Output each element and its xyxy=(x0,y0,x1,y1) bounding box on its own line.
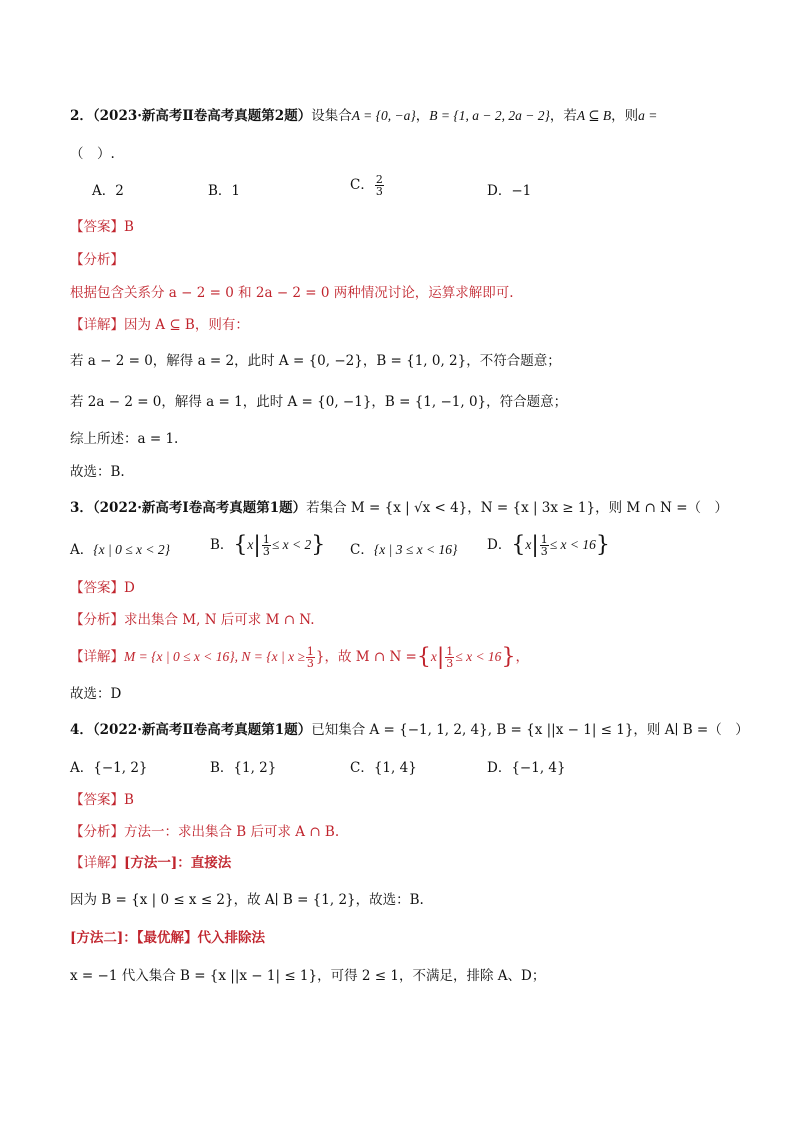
q4-answer-label: 【答案】 xyxy=(70,792,124,808)
q3-option-d-den: 3 xyxy=(540,545,548,558)
q2-option-c-label: C． xyxy=(350,177,374,193)
q3-option-c-label: C． xyxy=(350,542,374,558)
q2-option-c xyxy=(350,174,385,197)
q4-answer-value: B xyxy=(124,792,134,808)
q2-option-d-label: D． xyxy=(487,183,512,199)
q4-analysis-label: 【分析】 xyxy=(70,824,124,840)
q2-set-b: B = {1, a − 2, 2a − 2} xyxy=(429,108,550,123)
q4-option-c xyxy=(350,758,417,778)
q3-option-b-bar: | xyxy=(253,532,261,558)
q2-analysis-label xyxy=(70,250,754,270)
q2-set-a: A = {0, −a} xyxy=(351,108,416,123)
q4-detail-label: 【详解】 xyxy=(70,855,124,871)
q3-stem-text: 若集合 M = {x | √x < 4}，N = {x | 3x ≥ 1}，则 M ∩ N =（ ） xyxy=(306,500,729,516)
q3-detail-mid: }，故 M ∩ N = xyxy=(315,649,417,665)
q4-detail-text: 因为 B = {x | 0 ≤ x ≤ 2}，故 A∣ B = {1, 2}，故选：B. xyxy=(70,892,424,908)
q4-option-a-label: A． xyxy=(70,760,94,776)
q3-detail-res-fraction xyxy=(445,646,454,669)
q3-option-d xyxy=(487,534,610,557)
q3-detail-num: 1 xyxy=(306,645,314,658)
q3-source: （2022·新高考Ⅰ卷高考真题第1题） xyxy=(92,500,307,516)
q3-option-a-value: {x | 0 ≤ x < 2} xyxy=(93,542,171,557)
q4-stem xyxy=(70,720,754,740)
q3-option-c-value: {x | 3 ≤ x < 16} xyxy=(373,542,458,557)
q2-case2: 若 2a − 2 = 0，解得 a = 1，此时 A = {0, −1}，B = {1, −1, 0}，符合题意； xyxy=(70,394,568,410)
q4-method2-label: [方法二]： xyxy=(70,930,137,946)
q2-paren: （ ）. xyxy=(70,146,115,162)
q4-option-d-value: {−1, 4} xyxy=(511,760,566,776)
q2-option-d xyxy=(487,181,531,201)
q4-option-a-value: {−1, 2} xyxy=(93,760,148,776)
q3-option-a xyxy=(70,540,170,560)
q3-option-b-var: x xyxy=(247,537,254,552)
q2-number: 2． xyxy=(70,108,93,124)
q3-option-b-label: B． xyxy=(210,537,234,553)
q3-detail-end: ， xyxy=(515,649,529,665)
q4-detail-header xyxy=(70,853,754,873)
q4-option-b-label: B． xyxy=(210,760,234,776)
q2-answer-value: B xyxy=(124,219,134,235)
q3-option-d-brace-close: } xyxy=(595,532,610,558)
q2-stem-c: ，则 xyxy=(611,108,639,124)
q2-answer-label: 【答案】 xyxy=(70,219,124,235)
q3-answer xyxy=(70,578,754,598)
q3-option-b-fraction xyxy=(262,534,271,557)
q4-option-d xyxy=(487,758,566,778)
q2-stem-a: 设集合 xyxy=(311,108,352,124)
q3-option-b-post: ≤ x < 2 xyxy=(271,537,312,552)
q4-option-c-value: {1, 4} xyxy=(373,760,417,776)
q3-option-b xyxy=(210,534,325,557)
q4-method2-title: 【最优解】代入排除法 xyxy=(136,930,266,946)
q2-summary: 综上所述：a = 1. xyxy=(70,431,179,447)
q3-stem xyxy=(70,498,754,518)
q3-detail-res-post: ≤ x < 16 xyxy=(455,649,502,664)
q3-detail-pre: M = {x | 0 ≤ x < 16}, N = {x | x ≥ xyxy=(124,649,305,664)
q2-option-d-value: −1 xyxy=(511,183,532,199)
q3-option-a-label: A． xyxy=(70,542,94,558)
q2-detail xyxy=(70,315,754,335)
q4-method2 xyxy=(70,928,754,948)
q3-detail xyxy=(70,646,754,669)
q2-option-b-label: B． xyxy=(208,183,232,199)
q3-option-d-num: 1 xyxy=(540,533,548,546)
q4-analysis xyxy=(70,822,754,842)
q3-option-d-var: x xyxy=(525,537,532,552)
q2-option-a-label: A． xyxy=(92,183,116,199)
q3-choice: 故选：D xyxy=(70,686,122,702)
q3-detail-brace-open: { xyxy=(416,644,431,670)
q3-answer-value: D xyxy=(124,580,135,596)
q2-analysis-label-text: 【分析】 xyxy=(70,252,124,268)
q3-option-d-bar: | xyxy=(531,532,539,558)
q3-option-b-brace-open: { xyxy=(233,532,248,558)
q4-analysis-text: 方法一：求出集合 B 后可求 A ∩ B. xyxy=(124,824,340,840)
q2-answer xyxy=(70,217,754,237)
q2-cond: A ⊆ B xyxy=(576,108,612,123)
q4-stem-text: 已知集合 A = {−1, 1, 2, 4}, B = {x ||x − 1| ≤ 1}，则 A∣ B =（ ） xyxy=(311,722,749,738)
q2-choice: 故选：B. xyxy=(70,464,125,480)
q4-option-a xyxy=(70,758,148,778)
q3-option-d-label: D． xyxy=(487,537,512,553)
q2-option-c-den: 3 xyxy=(375,185,383,198)
q3-option-b-brace-close: } xyxy=(311,532,326,558)
q2-stem-b: ，若 xyxy=(549,108,577,124)
q2-option-b xyxy=(208,181,240,201)
q3-option-d-post: ≤ x < 16 xyxy=(549,537,596,552)
q2-option-c-num: 2 xyxy=(375,173,383,186)
q2-analysis-text-content: 根据包含关系分 a − 2 = 0 和 2a − 2 = 0 两种情况讨论，运算求解即可. xyxy=(70,285,514,301)
q4-option-b xyxy=(210,758,276,778)
q4-last-line: x = −1 代入集合 B = {x ||x − 1| ≤ 1}，可得 2 ≤ 1，不满足，排除 A、D； xyxy=(70,968,546,984)
q3-detail-label: 【详解】 xyxy=(70,649,124,665)
q2-ask: a = xyxy=(638,108,658,123)
q3-option-d-fraction xyxy=(540,534,549,557)
q3-option-b-num: 1 xyxy=(262,533,270,546)
q3-number: 3． xyxy=(70,500,93,516)
q2-stem xyxy=(70,106,754,126)
q3-option-d-brace-open: { xyxy=(511,532,526,558)
q2-detail-label: 【详解】 xyxy=(70,317,124,333)
q3-detail-res-num: 1 xyxy=(446,645,454,658)
q4-option-c-label: C． xyxy=(350,760,374,776)
q2-analysis-text xyxy=(70,283,754,303)
q3-analysis-label: 【分析】 xyxy=(70,612,124,628)
q4-number: 4． xyxy=(70,722,93,738)
q4-answer xyxy=(70,790,754,810)
q3-detail-res-den: 3 xyxy=(446,657,454,670)
q3-detail-brace-close: } xyxy=(501,644,516,670)
q3-option-c xyxy=(350,540,457,560)
q2-option-a-value: 2 xyxy=(115,183,124,199)
q2-case1: 若 a − 2 = 0，解得 a = 2，此时 A = {0, −2}，B = {1, 0, 2}，不符合题意； xyxy=(70,353,561,369)
q3-detail-fraction xyxy=(306,646,315,669)
q2-detail-text: 因为 A ⊆ B，则有： xyxy=(124,317,249,333)
q3-answer-label: 【答案】 xyxy=(70,580,124,596)
q4-source: （2022·新高考Ⅱ卷高考真题第1题） xyxy=(92,722,312,738)
q2-sep: ， xyxy=(415,108,430,124)
q3-detail-bar: | xyxy=(436,644,445,670)
q3-analysis-text: 求出集合 M, N 后可求 M ∩ N. xyxy=(124,612,315,628)
q3-option-b-den: 3 xyxy=(262,545,270,558)
q2-option-a xyxy=(92,181,124,201)
q4-option-d-label: D． xyxy=(487,760,512,776)
q3-analysis xyxy=(70,610,754,630)
q2-option-b-value: 1 xyxy=(231,183,241,199)
q4-option-b-value: {1, 2} xyxy=(233,760,277,776)
q2-option-c-fraction xyxy=(375,174,384,197)
q4-method1: [方法一]：直接法 xyxy=(124,855,232,871)
q3-detail-res-var: x xyxy=(430,649,437,664)
q3-detail-den: 3 xyxy=(306,657,314,670)
q2-source: （2023·新高考Ⅱ卷高考真题第2题） xyxy=(92,108,312,124)
